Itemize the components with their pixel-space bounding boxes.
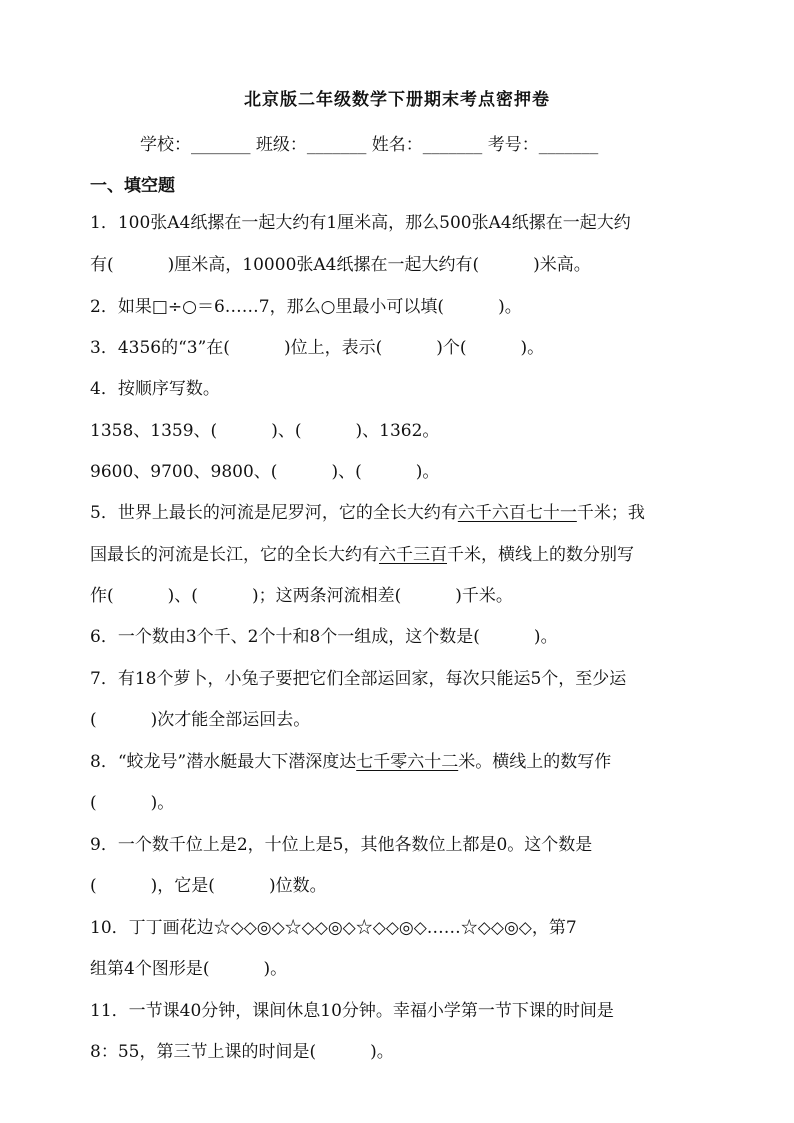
- q5b-underlined: 六千三百: [379, 545, 447, 565]
- question-line: 8：55，第三节上课的时间是( )。: [90, 1042, 394, 1062]
- question-line: 9．一个数千位上是2，十位上是5，其他各数位上都是0。这个数是: [90, 835, 593, 855]
- question-line: 1．100张A4纸摞在一起大约有1厘米高，那么500张A4纸摞在一起大约: [90, 213, 631, 233]
- section-heading: 一、填空题: [90, 176, 175, 196]
- question-line: ( )次才能全部运回去。: [90, 710, 311, 730]
- question-line: 作( )、( )；这两条河流相差( )千米。: [90, 586, 513, 606]
- question-line: 6．一个数由3个千、2个十和8个一组成，这个数是( )。: [90, 627, 558, 647]
- q8-text: 8．“蛟龙号”潜水艇最大下潜深度达: [90, 752, 357, 772]
- question-line: [90, 750, 710, 774]
- q5a-underlined: 六千六百七十一: [457, 503, 577, 523]
- question-line: 10．丁丁画花边☆◇◇◎◇☆◇◇◎◇☆◇◇◎◇……☆◇◇◎◇，第7: [90, 918, 577, 938]
- page-title: 北京版二年级数学下册期末考点密押卷: [244, 90, 550, 110]
- question-line: 组第4个图形是( )。: [90, 959, 288, 979]
- student-info-line: 学校：_______ 班级：_______ 姓名：_______ 考号：_______: [140, 135, 599, 155]
- q5b-text: 国最长的河流是长江，它的全长大约有: [90, 545, 379, 565]
- question-line: 7．有18个萝卜，小兔子要把它们全部运回家，每次只能运5个，至少运: [90, 669, 627, 689]
- question-line: 1358、1359、( )、( )、1362。: [90, 421, 440, 441]
- question-line: 11．一节课40分钟，课间休息10分钟。幸福小学第一节下课的时间是: [90, 1001, 614, 1021]
- q5a-text: 5．世界上最长的河流是尼罗河，它的全长大约有: [90, 503, 458, 523]
- question-line: ( )，它是( )位数。: [90, 876, 327, 896]
- question-line: 2．如果□÷○＝6……7，那么○里最小可以填( )。: [90, 297, 522, 317]
- q5b-text-end: 千米，横线上的数分别写: [447, 545, 634, 565]
- question-line: ( )。: [90, 793, 175, 813]
- question-line: 3．4356的“3”在( )位上，表示( )个( )。: [90, 338, 545, 358]
- q5a-text-end: 千米；我: [576, 503, 645, 523]
- question-line: 9600、9700、9800、( )、( )。: [90, 462, 440, 482]
- question-line: 4．按顺序写数。: [90, 379, 220, 399]
- question-line: [90, 501, 710, 525]
- q8-text-end: 米。横线上的数写作: [458, 752, 612, 772]
- question-line: 有( )厘米高，10000张A4纸摞在一起大约有( )米高。: [90, 255, 591, 275]
- question-line: [90, 543, 710, 567]
- q8-underlined: 七千零六十二: [356, 752, 459, 772]
